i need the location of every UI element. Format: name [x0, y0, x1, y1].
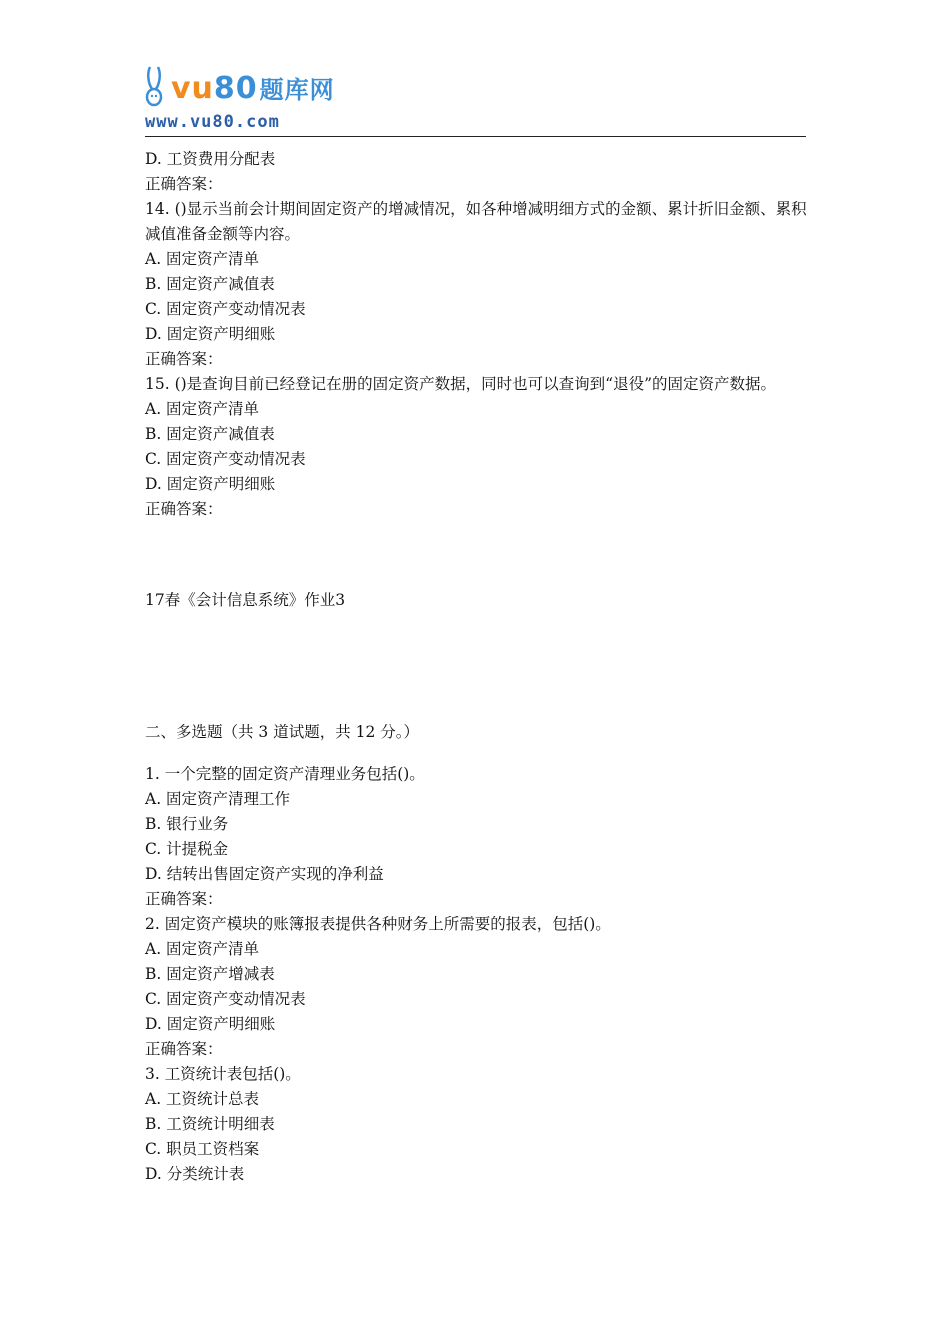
- option-d: D. 固定资产明细账: [145, 475, 276, 493]
- option-b: B. 工资统计明细表: [145, 1115, 275, 1133]
- option-b: B. 固定资产减值表: [145, 275, 275, 293]
- question-text: 2. 固定资产模块的账簿报表提供各种财务上所需要的报表，包括()。: [145, 915, 611, 933]
- logo-brand-80: 80: [213, 71, 258, 106]
- answer-label: 正确答案：: [145, 175, 223, 193]
- option-b: B. 固定资产增减表: [145, 965, 275, 983]
- option-b: B. 银行业务: [145, 815, 229, 833]
- option-a: A. 固定资产清单: [145, 250, 260, 268]
- question-text: 3. 工资统计表包括()。: [145, 1065, 301, 1083]
- answer-label: 正确答案：: [145, 890, 223, 908]
- logo-brand-vu: vu: [171, 71, 214, 106]
- option-a: A. 工资统计总表: [145, 1090, 260, 1108]
- assignment-title: 17春《会计信息系统》作业3: [145, 591, 346, 609]
- page-header: [145, 62, 806, 137]
- section-title: 二、多选题（共 3 道试题，共 12 分。）: [145, 723, 420, 741]
- option-a: A. 固定资产清单: [145, 400, 260, 418]
- option-c: C. 职员工资档案: [145, 1140, 260, 1158]
- option-d: D. 固定资产明细账: [145, 1015, 276, 1033]
- option-c: C. 固定资产变动情况表: [145, 450, 306, 468]
- option-d: D. 工资费用分配表: [145, 150, 276, 168]
- bunny-icon: [145, 65, 171, 111]
- option-c: C. 计提税金: [145, 840, 229, 858]
- logo-brand-name: 题库网: [259, 76, 335, 104]
- option-a: A. 固定资产清理工作: [145, 790, 291, 808]
- option-c: C. 固定资产变动情况表: [145, 300, 306, 318]
- site-logo: [145, 64, 335, 134]
- option-b: B. 固定资产减值表: [145, 425, 275, 443]
- logo-url: www.vu80.com: [145, 112, 280, 132]
- answer-label: 正确答案：: [145, 350, 223, 368]
- document-body: [145, 147, 810, 1187]
- option-d: D. 固定资产明细账: [145, 325, 276, 343]
- option-a: A. 固定资产清单: [145, 940, 260, 958]
- option-c: C. 固定资产变动情况表: [145, 990, 306, 1008]
- answer-label: 正确答案：: [145, 500, 223, 518]
- answer-label: 正确答案：: [145, 1040, 223, 1058]
- question-text: 15. ()是查询目前已经登记在册的固定资产数据，同时也可以查询到“退役”的固定资产数据。: [145, 375, 777, 393]
- question-text: 1. 一个完整的固定资产清理业务包括()。: [145, 765, 425, 783]
- option-d: D. 分类统计表: [145, 1165, 245, 1183]
- option-d: D. 结转出售固定资产实现的净利益: [145, 865, 384, 883]
- question-text: 14. ()显示当前会计期间固定资产的增减情况，如各种增减明细方式的金额、累计折旧金额、累积减值准备金额等内容。: [145, 200, 807, 243]
